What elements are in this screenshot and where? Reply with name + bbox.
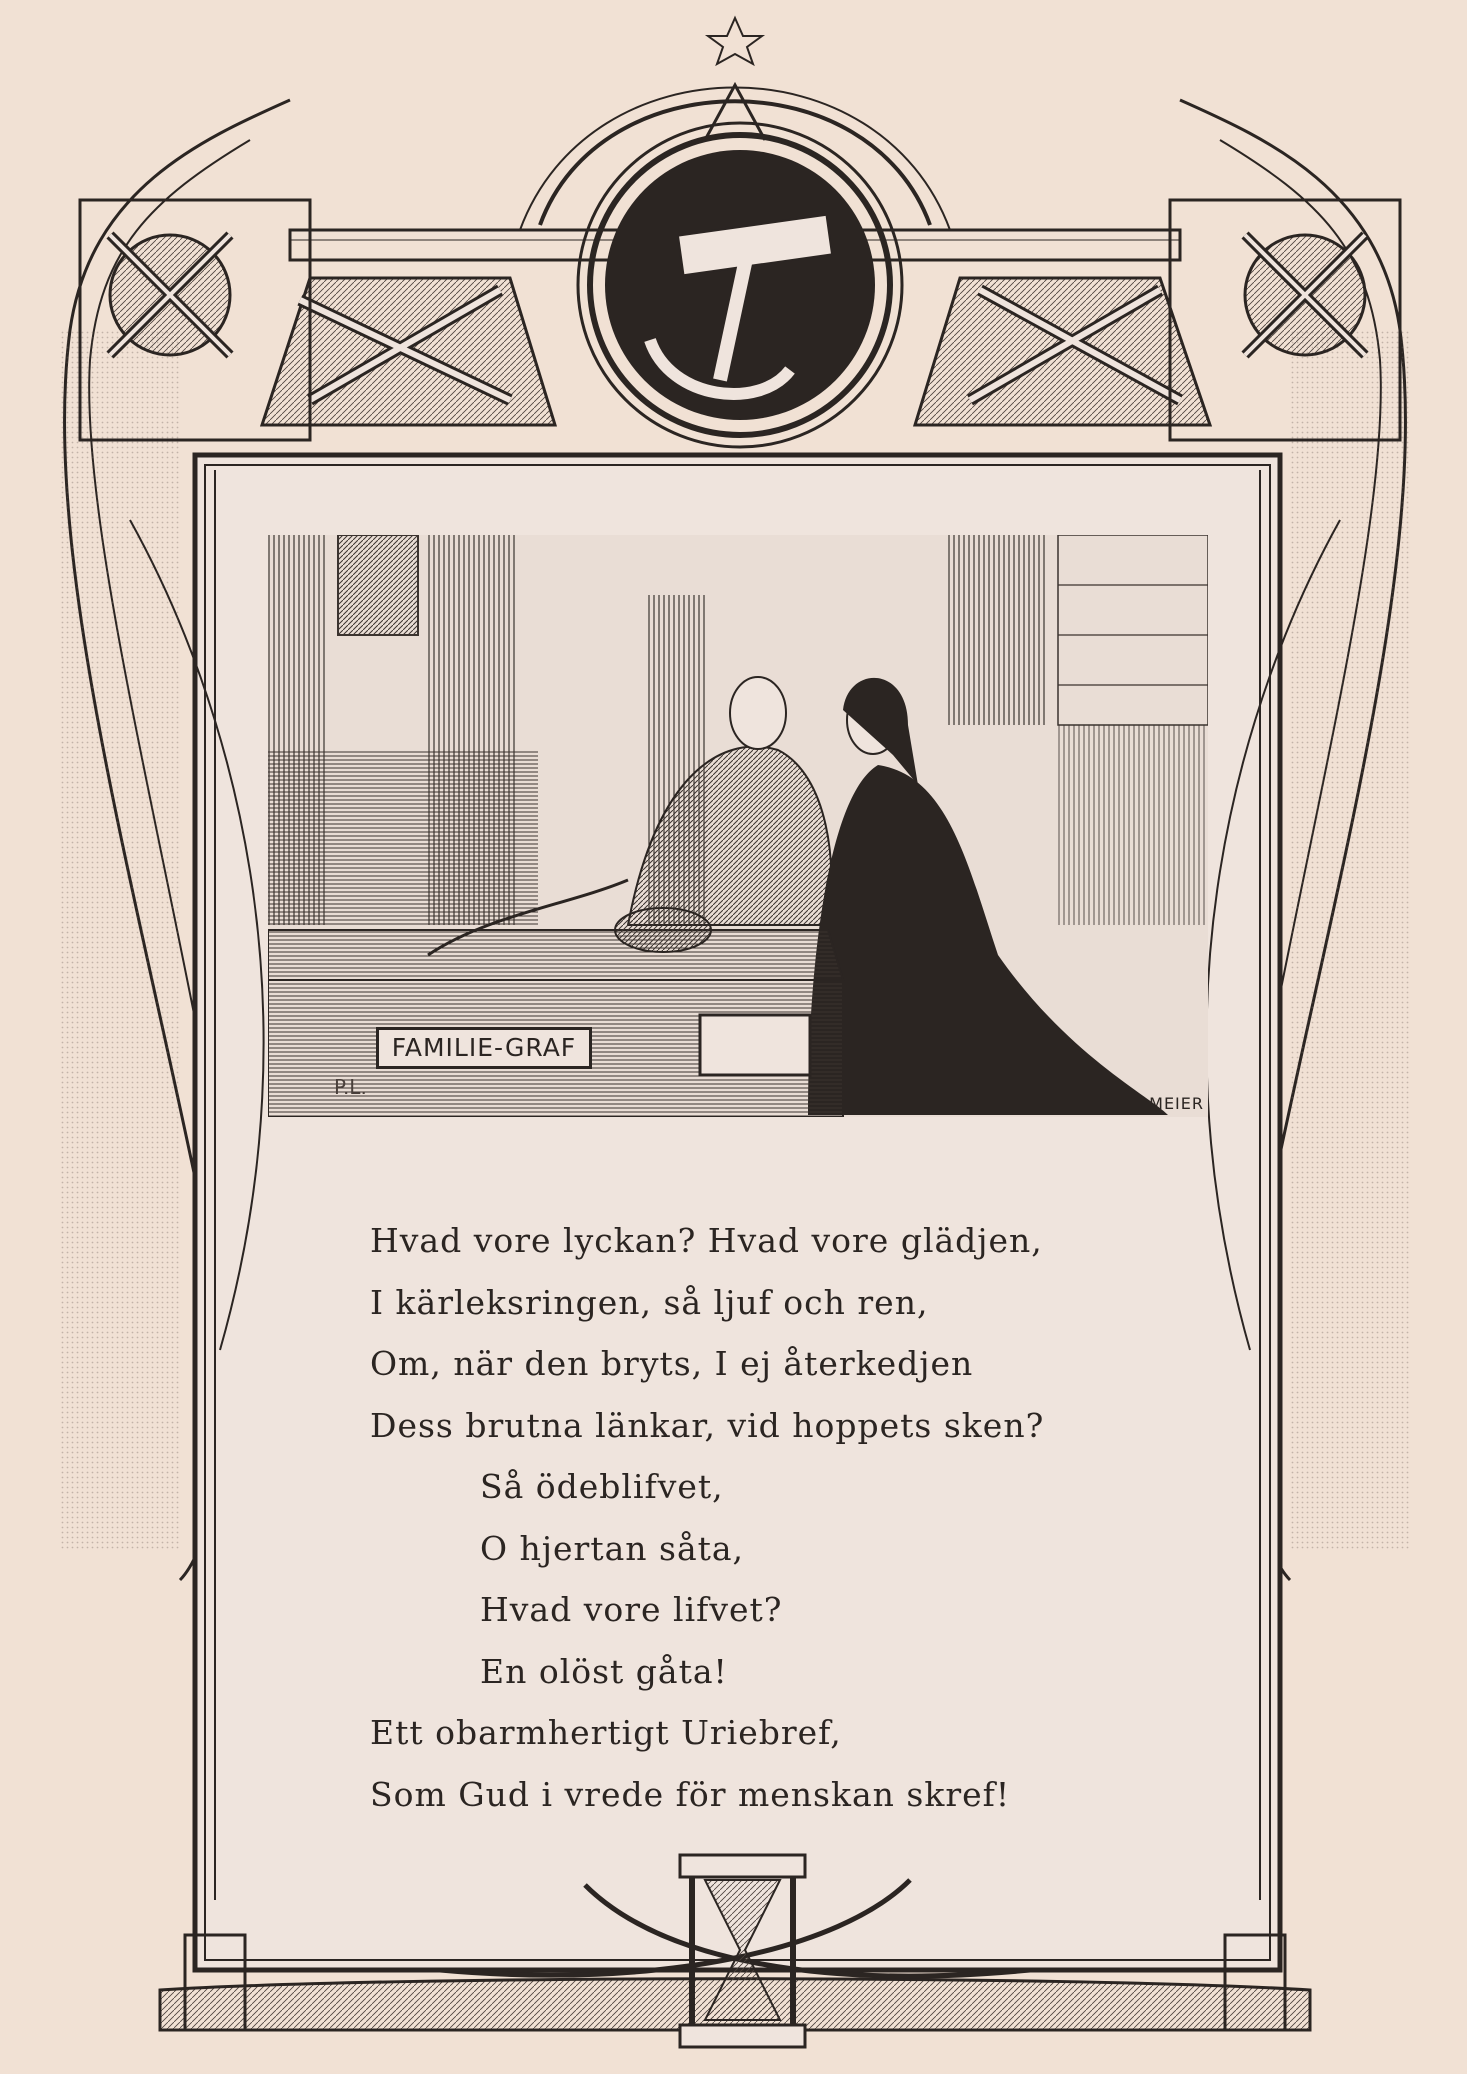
poem-stanza [370, 1210, 1190, 1825]
poem-line: I kärleksringen, så ljuf och ren, [370, 1282, 929, 1322]
anchor-icon [578, 123, 902, 447]
poem-line: Dess brutna länkar, vid hoppets sken? [370, 1405, 1045, 1445]
poem-line-indented: En olöst gåta! [480, 1651, 728, 1691]
tomb-inscription: FAMILIE-GRAF [376, 1027, 592, 1069]
crossed-cannons-icon [262, 278, 555, 425]
poem-line: Ett obarmhertigt Uriebref, [370, 1713, 842, 1752]
crossed-cannons-icon [915, 278, 1210, 425]
poem-line: Om, när den bryts, I ej återkedjen [370, 1344, 974, 1383]
poem-line-indented: Så ödeblifvet, [480, 1467, 724, 1506]
engraver-signature: MEIER [1149, 1094, 1204, 1113]
artist-initials: P.L. [334, 1075, 367, 1099]
engraving-illustration [268, 535, 1208, 1117]
poem-line-indented: O hjertan såta, [480, 1528, 745, 1568]
poem-line-indented: Hvad vore lifvet? [480, 1590, 783, 1629]
poem-line: Som Gud i vrede för menskan skref! [370, 1774, 1011, 1814]
poem-line: Hvad vore lyckan? Hvad vore glädjen, [370, 1221, 1043, 1260]
